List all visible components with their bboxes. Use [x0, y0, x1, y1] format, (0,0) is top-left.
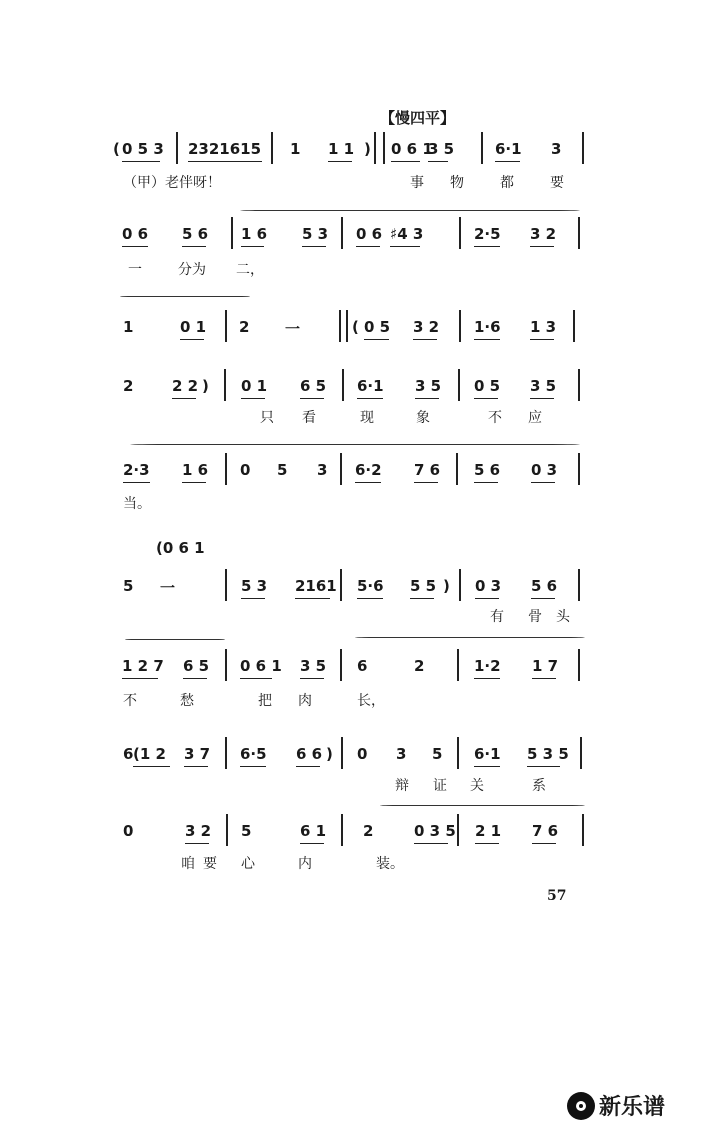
bar-line — [225, 737, 227, 769]
beam-underline — [241, 398, 265, 399]
beam-underline — [357, 598, 383, 599]
note-group: 5 3 — [241, 577, 268, 595]
bar-line — [578, 569, 580, 601]
beam-underline — [302, 246, 326, 247]
note-group: ) — [326, 745, 333, 763]
beam-underline — [410, 598, 434, 599]
note-group: 5·6 — [357, 577, 384, 595]
note-group: 6 1 — [300, 822, 327, 840]
bar-line — [226, 814, 228, 846]
bar-line — [458, 369, 460, 401]
beam-underline — [122, 246, 148, 247]
bar-line — [456, 453, 458, 485]
beam-underline — [183, 678, 207, 679]
note-group: 6 6 — [296, 745, 323, 763]
lyric-text: 装。 — [376, 856, 404, 872]
note-group: 1 — [123, 318, 134, 336]
note-group: ) — [364, 140, 371, 158]
bar-line — [342, 369, 344, 401]
beam-underline — [122, 678, 158, 679]
beam-underline — [295, 598, 330, 599]
bar-line — [578, 649, 580, 681]
phrase-slur — [355, 637, 585, 638]
note-group: 2 1 — [475, 822, 502, 840]
beam-underline — [532, 678, 556, 679]
note-group: 6 — [357, 657, 368, 675]
note-group: 3 7 — [184, 745, 211, 763]
beam-underline — [475, 843, 499, 844]
note-group: 5 — [432, 745, 443, 763]
note-group: 0 3 — [531, 461, 558, 479]
note-group: ) — [443, 577, 450, 595]
note-group: 3 2 — [530, 225, 557, 243]
bar-line — [340, 649, 342, 681]
beam-underline — [474, 482, 498, 483]
lyric-text: 都 — [500, 175, 514, 191]
note-group: 1 — [290, 140, 301, 158]
bar-line — [225, 569, 227, 601]
phrase-slur — [130, 444, 580, 445]
beam-underline — [474, 339, 500, 340]
note-group: 5 6 — [182, 225, 209, 243]
note-group: 2 — [123, 377, 134, 395]
lyric-text: 肉 — [298, 693, 312, 709]
note-group: 6·1 — [474, 745, 501, 763]
note-group: 6 5 — [183, 657, 210, 675]
note-group: 0 3 5 — [414, 822, 456, 840]
note-group: 0 5 — [474, 377, 501, 395]
note-group: 0 1 — [180, 318, 207, 336]
bar-line — [341, 737, 343, 769]
bar-line — [225, 310, 227, 342]
section-marker: 【慢四平】 — [380, 109, 456, 127]
note-group: 1 6 — [241, 225, 268, 243]
beam-underline — [122, 161, 160, 162]
lyric-text: 当。 — [123, 496, 151, 512]
note-group: 2·3 — [123, 461, 150, 479]
note-group: 5 — [277, 461, 288, 479]
note-group: 2 — [239, 318, 250, 336]
beam-underline — [413, 339, 437, 340]
beam-underline — [474, 766, 500, 767]
beam-underline — [182, 482, 206, 483]
note-group: 5 3 — [302, 225, 329, 243]
bar-line — [582, 132, 584, 164]
beam-underline — [474, 678, 500, 679]
lyric-text: 要 — [550, 175, 564, 191]
logo-text: 新乐谱 — [599, 1095, 666, 1120]
beam-underline — [188, 161, 262, 162]
lyric-text: 应 — [528, 410, 542, 426]
lyric-text: 内 — [298, 856, 312, 872]
bar-line — [346, 310, 348, 342]
bar-line — [457, 814, 459, 846]
beam-underline — [531, 482, 555, 483]
lyric-text: 分为 — [178, 262, 206, 278]
note-group: 7 6 — [414, 461, 441, 479]
bar-line — [457, 737, 459, 769]
note-group: 3 5 — [428, 140, 455, 158]
note-group: 6 5 — [300, 377, 327, 395]
bar-line — [578, 453, 580, 485]
beam-underline — [184, 766, 208, 767]
beam-underline — [530, 339, 554, 340]
phrase-slur — [240, 210, 580, 211]
bar-line — [340, 569, 342, 601]
note-group: 0 6 1 — [391, 140, 433, 158]
note-group: 0 6 — [356, 225, 383, 243]
lyric-text: 不 — [123, 693, 137, 709]
beam-underline — [356, 246, 380, 247]
beam-underline — [240, 678, 272, 679]
site-logo — [567, 1090, 665, 1121]
beam-underline — [527, 766, 560, 767]
lyric-text: 有 — [490, 609, 504, 625]
beam-underline — [474, 246, 500, 247]
beam-underline — [357, 398, 383, 399]
bar-line — [578, 369, 580, 401]
lyric-text: 只 — [260, 410, 274, 426]
lyric-text: 一 — [128, 262, 142, 278]
beam-underline — [495, 161, 520, 162]
note-group: 0 5 — [364, 318, 391, 336]
beam-underline — [364, 339, 389, 340]
phrase-slur — [125, 639, 225, 640]
lyric-text: 看 — [302, 410, 316, 426]
bar-line — [459, 310, 461, 342]
note-group: 2161 — [295, 577, 337, 595]
beam-underline — [182, 246, 206, 247]
beam-underline — [475, 598, 499, 599]
note-group: 0 6 — [122, 225, 149, 243]
bar-line — [341, 814, 343, 846]
page-number: 57 — [547, 888, 567, 904]
note-group: 1 2 7 — [122, 657, 164, 675]
lyric-text: 不 — [488, 410, 502, 426]
lyric-text: 骨 — [528, 609, 542, 625]
beam-underline — [414, 843, 448, 844]
note-group: 3 5 — [300, 657, 327, 675]
lyric-text: （甲）老伴呀！ — [123, 175, 221, 191]
bar-line — [225, 453, 227, 485]
note-group: 3 — [396, 745, 407, 763]
bar-line — [459, 569, 461, 601]
bar-line — [481, 132, 483, 164]
lyric-text: 物 — [450, 175, 464, 191]
beam-underline — [300, 398, 324, 399]
bar-line — [341, 217, 343, 249]
note-group: 1 7 — [532, 657, 559, 675]
beam-underline — [133, 766, 170, 767]
note-group: 3 5 — [415, 377, 442, 395]
beam-underline — [474, 398, 498, 399]
beam-underline — [172, 398, 196, 399]
note-group: 一 — [285, 320, 301, 338]
note-group: 3 2 — [413, 318, 440, 336]
note-group: 2·5 — [474, 225, 501, 243]
beam-underline — [240, 766, 266, 767]
bar-line — [340, 453, 342, 485]
bar-line — [225, 649, 227, 681]
note-group: 5 — [123, 577, 134, 595]
note-group: 2 — [414, 657, 425, 675]
bar-line — [573, 310, 575, 342]
lyric-text: 事 — [410, 175, 424, 191]
note-group: 1 1 — [328, 140, 355, 158]
beam-underline — [532, 843, 556, 844]
lyric-text: 长， — [357, 693, 385, 709]
beam-underline — [300, 678, 324, 679]
beam-underline — [530, 398, 554, 399]
note-group: 0 3 — [475, 577, 502, 595]
lyric-text: 头 — [556, 609, 570, 625]
beam-underline — [428, 161, 448, 162]
note-group: 6·1 — [495, 140, 522, 158]
music-disc-icon — [567, 1092, 595, 1120]
note-group: 2 2 — [172, 377, 199, 395]
bar-line — [231, 217, 233, 249]
note-group: (1 2 — [133, 745, 166, 763]
note-group: 7 6 — [532, 822, 559, 840]
lyric-text: 二， — [236, 262, 264, 278]
beam-underline — [180, 339, 204, 340]
lyric-text: 把 — [258, 693, 272, 709]
note-group: 1·6 — [474, 318, 501, 336]
bar-line — [271, 132, 273, 164]
bar-line — [578, 217, 580, 249]
beam-underline — [391, 161, 420, 162]
lyric-text: 证 — [433, 778, 447, 794]
note-group: 6·5 — [240, 745, 267, 763]
beam-underline — [185, 843, 209, 844]
note-group: 1 6 — [182, 461, 209, 479]
note-group: 2321615 — [188, 140, 262, 158]
note-group: 3 — [551, 140, 562, 158]
beam-underline — [300, 843, 324, 844]
note-group: ) — [202, 377, 209, 395]
beam-underline — [296, 766, 320, 767]
note-group: ( — [113, 140, 120, 158]
beam-underline — [328, 161, 352, 162]
note-group: 3 5 — [530, 377, 557, 395]
note-group: (0 6 1 — [156, 539, 205, 557]
lyric-text: 辩 — [395, 778, 409, 794]
note-group: 0 — [240, 461, 251, 479]
lyric-text: 要 — [203, 856, 217, 872]
lyric-text: 愁 — [180, 693, 194, 709]
note-group: 5 6 — [474, 461, 501, 479]
bar-line — [457, 649, 459, 681]
beam-underline — [531, 598, 555, 599]
note-group: 0 — [123, 822, 134, 840]
beam-underline — [241, 598, 265, 599]
bar-line — [176, 132, 178, 164]
bar-line — [374, 132, 376, 164]
note-group: 一 — [160, 579, 176, 597]
note-group: 0 5 3 — [122, 140, 164, 158]
phrase-slur — [380, 805, 585, 806]
note-group: 6·2 — [355, 461, 382, 479]
note-group: 3 — [317, 461, 328, 479]
note-group: 5 6 — [531, 577, 558, 595]
note-group: 6 — [123, 745, 134, 763]
lyric-text: 象 — [416, 410, 430, 426]
note-group: 0 1 — [241, 377, 268, 395]
note-group: ( — [352, 318, 359, 336]
note-group: 0 6 1 — [240, 657, 282, 675]
note-group: 5 — [241, 822, 252, 840]
note-group: 1·2 — [474, 657, 501, 675]
phrase-slur — [120, 296, 250, 297]
bar-line — [383, 132, 385, 164]
note-group: 5 3 5 — [527, 745, 569, 763]
beam-underline — [123, 482, 150, 483]
beam-underline — [241, 246, 264, 247]
lyric-text: 咱 — [181, 856, 195, 872]
bar-line — [580, 737, 582, 769]
note-group: 3 2 — [185, 822, 212, 840]
lyric-text: 系 — [532, 778, 546, 794]
note-group: 6·1 — [357, 377, 384, 395]
beam-underline — [530, 246, 554, 247]
bar-line — [582, 814, 584, 846]
lyric-text: 心 — [241, 856, 255, 872]
bar-line — [339, 310, 341, 342]
beam-underline — [414, 482, 438, 483]
note-group: 5 5 — [410, 577, 437, 595]
note-group: 0 — [357, 745, 368, 763]
bar-line — [459, 217, 461, 249]
note-group: 1 3 — [530, 318, 557, 336]
beam-underline — [415, 398, 439, 399]
bar-line — [224, 369, 226, 401]
lyric-text: 现 — [360, 410, 374, 426]
lyric-text: 关 — [470, 778, 484, 794]
beam-underline — [355, 482, 381, 483]
beam-underline — [390, 246, 420, 247]
note-group: 2 — [363, 822, 374, 840]
note-group: ♯4 3 — [390, 225, 424, 243]
